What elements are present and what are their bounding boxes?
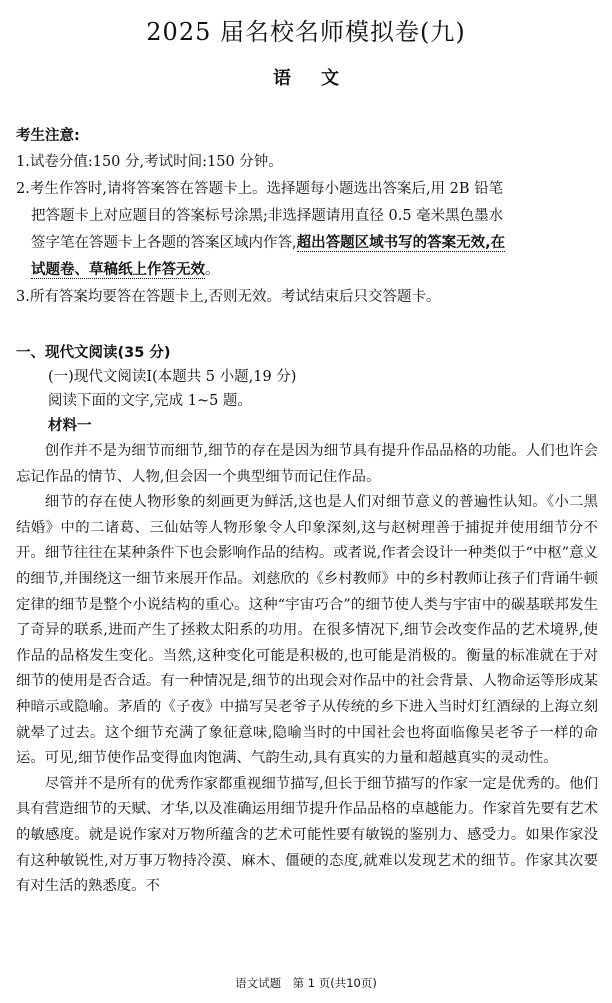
notice-item-2-line-3: [31, 231, 505, 252]
notice-emphasis-1: 超出答题区域书写的答案无效,在: [296, 235, 506, 251]
passage-body: [16, 439, 598, 900]
subject-title: 语文: [273, 68, 369, 89]
exam-title: 2025 届名校名师模拟卷(九): [146, 18, 466, 46]
notice-item-1: 1.试卷分值:150 分,考试时间:150 分钟。: [16, 154, 283, 170]
notice-item-2-line-4-end: 。: [205, 262, 220, 278]
passage-paragraph: 尽管并不是所有的优秀作家都重视细节描写,但长于细节描写的作家一定是优秀的。他们具有营造细节的天赋、才华,以及准确运用细节提升作品品格的卓越能力。作家首先要有艺术的敏感度。就是说作家对万物所蕴含的艺术可能性要有敏锐的鉴别力、感受力。如果作家没有这种敏锐性,对万事万物持冷漠、麻木、僵硬的态度,就难以发现艺术的细节。作家其次要有对生活的熟悉度。不: [16, 775, 598, 895]
sub-section-heading: (一)现代文阅读Ⅰ(本题共 5 小题,19 分): [48, 369, 297, 385]
notice-item-2-line-4: [31, 258, 220, 279]
section-heading: 一、现代文阅读(35 分): [16, 345, 171, 361]
reading-instruction: 阅读下面的文字,完成 1~5 题。: [48, 393, 252, 409]
passage-paragraph: 细节的存在使人物形象的刻画更为鲜活,这也是人们对细节意义的普遍性认知。《小二黑结婚》中的二诸葛、三仙姑等人物形象令人印象深刻,这与赵树理善于捕捉并使用细节分不开。细节往往在某种条件下也会影响作品的结构。或者说,作者会设计一种类似于“中枢”意义的细节,并围绕这一细节来展开作品。刘慈欣的《乡村教师》中的乡村教师让孩子们背诵牛顿定律的细节是整个小说结构的重心。这种“宇宙巧合”的细节使人类与宇宙中的碳基联邦发生了奇异的联系,进而产生了拯救太阳系的功用。在很多情况下,细节会改变作品的艺术境界,使作品的品格发生变化。当然,这种变化可能是积极的,也可能是消极的。衡量的标准就在于对细节的使用是否合适。有一种情况是,细节的出现会对作品中的社会背景、人物命运等形成某种暗示或隐喻。茅盾的《子夜》中描写吴老爷子从传统的乡下进入当时灯红酒绿的上海立刻就晕了过去。这个细节充满了象征意味,隐喻当时的中国社会也将面临像吴老爷子一样的命运。可见,细节使作品变得血肉饱满、气韵生动,具有真实的力量和超越真实的灵动性。: [16, 494, 598, 767]
notice-item-2-line-1: 2.考生作答时,请将答案答在答题卡上。选择题每小题选出答案后,用 2B 铅笔: [16, 181, 504, 197]
page-footer: 语文试题 第 1 页(共10页): [235, 976, 377, 990]
notice-emphasis-2: 试题卷、草稿纸上作答无效: [31, 262, 205, 278]
notice-item-2-line-2: 把答题卡上对应题目的答案标号涂黑;非选择题请用直径 0.5 毫米黑色墨水: [31, 208, 504, 224]
notice-item-3: 3.所有答案均要答在答题卡上,否则无效。考试结束后只交答题卡。: [16, 289, 441, 305]
material-label: 材料一: [48, 418, 92, 434]
notice-item-2-line-3-plain: 签字笔在答题卡上各题的答案区域内作答,: [31, 235, 297, 251]
passage-paragraph: 创作并不是为细节而细节,细节的存在是因为细节具有提升作品品格的功能。人们也许会忘记作品的情节、人物,但会因一个典型细节而记住作品。: [16, 443, 598, 485]
notice-heading: 考生注意:: [16, 128, 80, 144]
